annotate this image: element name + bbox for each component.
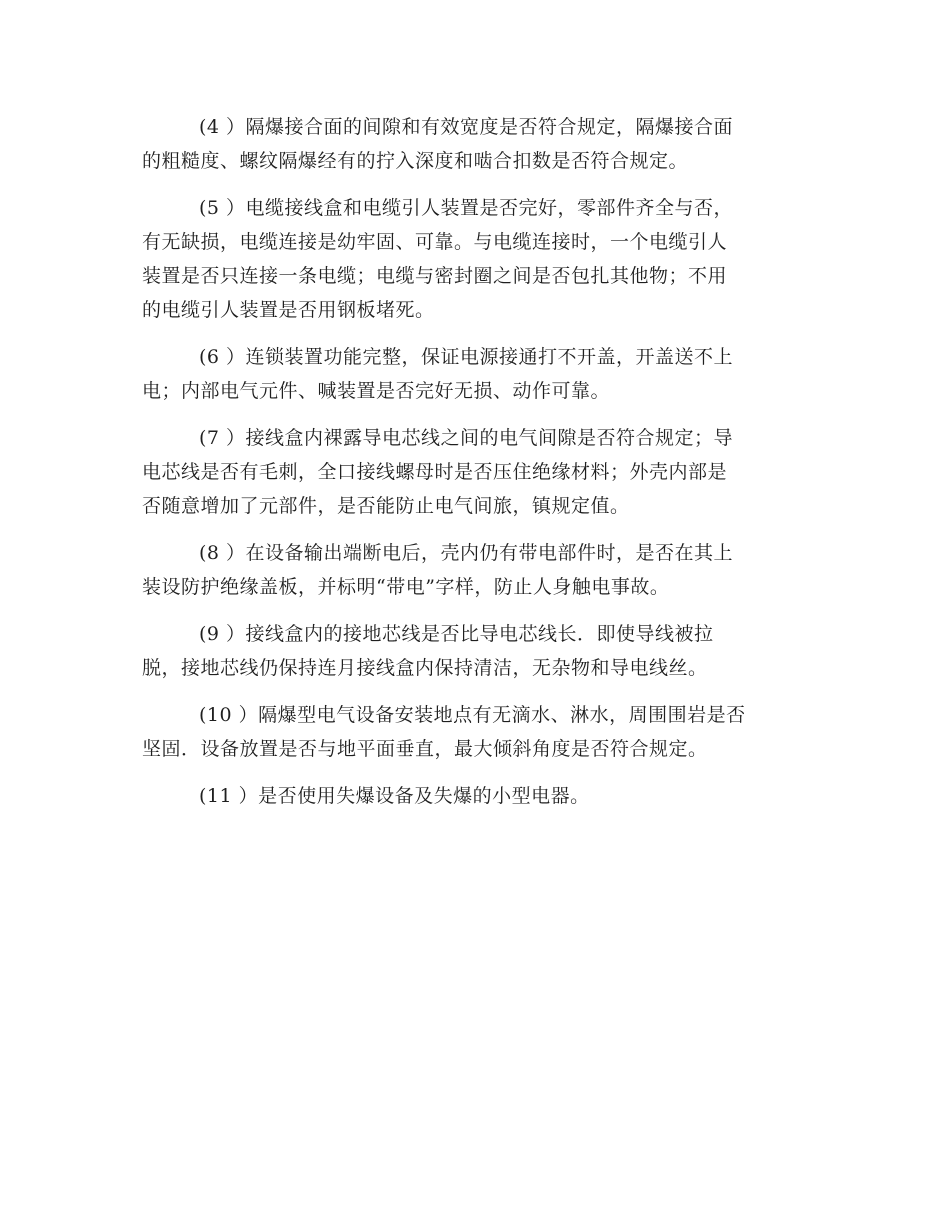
paragraph-line: 装置是否只连接一条电缆；电缆与密封圈之间是否包扎其他物；不用 [142, 265, 728, 287]
paragraph-item-11 [142, 779, 822, 813]
paragraph-line: (7 ）接线盒内裸露导电芯线之间的电气间隙是否符合规定；导 [199, 427, 734, 449]
paragraph-line: (10 ）隔爆型电气设备安装地点有无滴水、淋水，周围围岩是否 [199, 704, 746, 726]
document-body [142, 110, 822, 826]
paragraph-line: (11 ）是否使用失爆设备及失爆的小型电器。 [199, 785, 590, 807]
paragraph-line: 电芯线是否有毛刺，全口接线螺母时是否压住绝缘材料；外壳内部是 [142, 461, 728, 483]
paragraph-line: 的电缆引人装置是否用钢板堵死。 [142, 299, 435, 321]
paragraph-line: (8 ）在设备输出端断电后，壳内仍有带电部件时，是否在其上 [199, 542, 734, 564]
paragraph-line: (5 ）电缆接线盒和电缆引人装置是否完好，零部件齐全与否， [199, 197, 734, 219]
paragraph-line: 的粗糙度、螺纹隔爆经有的拧入深度和啮合扣数是否符合规定。 [142, 150, 689, 172]
paragraph-line: 脱，接地芯线仍保持连月接线盒内保持清洁，无杂物和导电线丝。 [142, 657, 708, 679]
paragraph-item-4 [142, 110, 822, 178]
paragraph-item-5 [142, 191, 822, 327]
paragraph-line: 坚固．设备放置是否与地平面垂直，最大倾斜角度是否符合规定。 [142, 738, 708, 760]
paragraph-line: (9 ）接线盒内的接地芯线是否比导电芯线长．即使导线被拉 [199, 623, 714, 645]
paragraph-item-8 [142, 536, 822, 604]
paragraph-item-6 [142, 340, 822, 408]
paragraph-line: 装设防护绝缘盖板，并标明“带电”字样，防止人身触电事故。 [142, 576, 670, 598]
paragraph-item-10 [142, 698, 822, 766]
paragraph-item-9 [142, 617, 822, 685]
paragraph-item-7 [142, 421, 822, 523]
paragraph-line: 有无缺损，电缆连接是幼牢固、可靠。与电缆连接时，一个电缆引人 [142, 231, 728, 253]
paragraph-line: (6 ）连锁装置功能完整，保证电源接通打不开盖，开盖送不上 [199, 346, 734, 368]
paragraph-line: 电；内部电气元件、喊装置是否完好无损、动作可靠。 [142, 380, 611, 402]
paragraph-line: 否随意增加了元部件，是否能防止电气间旅，镇规定值。 [142, 495, 630, 517]
paragraph-line: (4 ）隔爆接合面的间隙和有效宽度是否符合规定，隔爆接合面 [199, 116, 734, 138]
